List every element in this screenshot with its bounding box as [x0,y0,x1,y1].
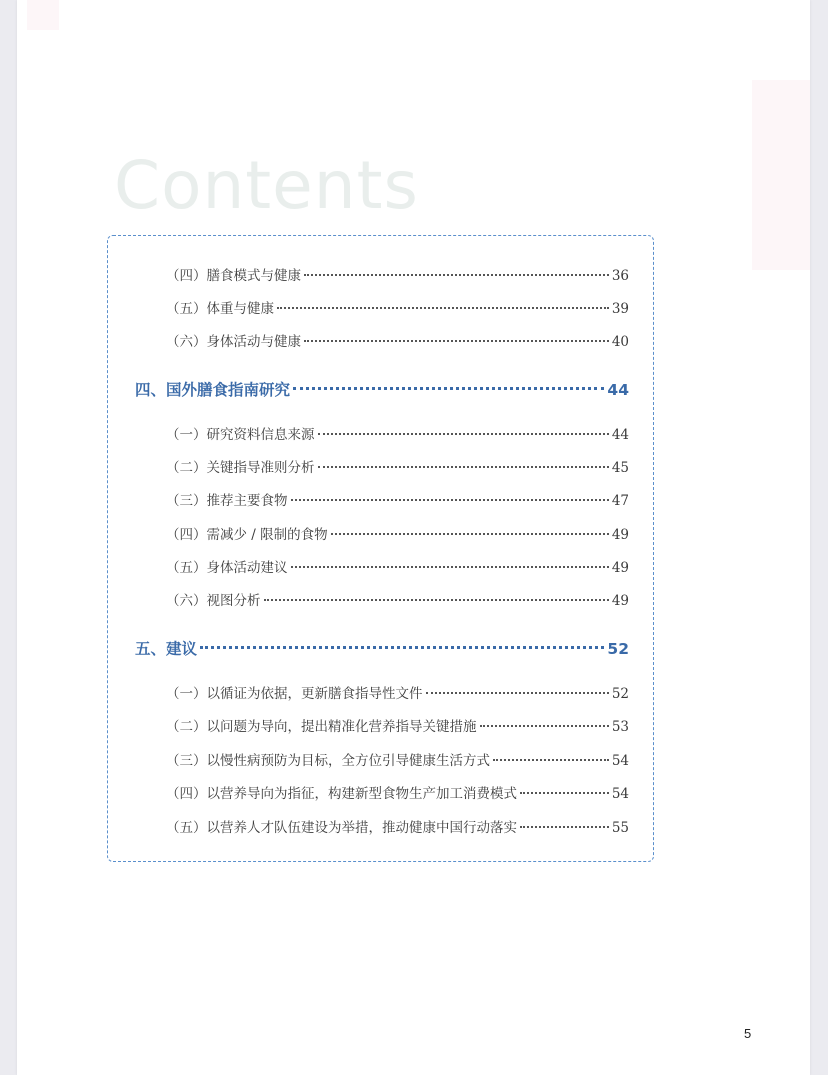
corner-decoration [27,0,59,30]
toc-section-page: 44 [607,381,629,399]
dot-leader [304,274,609,276]
toc-entry-page: 40 [611,334,629,350]
toc-entry-label: （三）推荐主要食物 [166,493,288,509]
toc-entry-page: 53 [611,719,629,735]
toc-entry[interactable] [166,264,629,284]
toc-entry-label: （一）研究资料信息来源 [166,427,315,443]
dot-leader [264,599,609,601]
toc-entry-page: 45 [611,460,629,476]
toc-entry-page: 49 [611,527,629,543]
toc-entry-page: 49 [611,560,629,576]
toc-entry-page: 39 [611,301,629,317]
toc-entry-label: （二）以问题为导向，提出精准化营养指导关键措施 [166,719,477,735]
dot-leader [520,826,609,828]
toc-entry-page: 52 [611,686,629,702]
toc-entry-label: （六）身体活动与健康 [166,334,301,350]
toc-section-label: 五、建议 [135,640,198,658]
toc-entry-label: （四）需减少 / 限制的食物 [166,527,328,543]
toc-entry[interactable] [166,330,629,350]
toc-entry-label: （四）膳食模式与健康 [166,268,301,284]
toc-entry-label: （二）关键指导准则分析 [166,460,315,476]
toc-entry-page: 44 [611,427,629,443]
toc-entry[interactable] [166,589,629,609]
toc-box [107,235,654,862]
toc-entry-page: 36 [611,268,629,284]
toc-entry-page: 49 [611,593,629,609]
toc-section[interactable] [135,378,629,400]
toc-entry[interactable] [166,682,629,702]
toc-entry-label: （五）以营养人才队伍建设为举措，推动健康中国行动落实 [166,820,517,836]
toc-entry[interactable] [166,749,629,769]
page-number: 5 [744,1026,752,1041]
toc-entry[interactable] [166,556,629,576]
toc-entry-label: （五）身体活动建议 [166,560,288,576]
dot-leader [480,725,609,727]
dot-leader [318,466,609,468]
toc-entry[interactable] [166,715,629,735]
page-title: Contents [114,147,419,224]
dot-leader [200,646,604,649]
dot-leader [426,692,609,694]
toc-entry-label: （六）视图分析 [166,593,261,609]
side-decoration [752,80,810,270]
dot-leader [304,340,609,342]
toc-entry-label: （五）体重与健康 [166,301,274,317]
toc-section-label: 四、国外膳食指南研究 [135,381,291,399]
toc-entry-page: 55 [611,820,629,836]
dot-leader [277,307,609,309]
toc-entry-page: 54 [611,753,629,769]
toc-entry[interactable] [166,816,629,836]
dot-leader [291,499,609,501]
document-page [17,0,810,1075]
toc-entry-label: （三）以慢性病预防为目标，全方位引导健康生活方式 [166,753,490,769]
toc-entry-label: （一）以循证为依据，更新膳食指导性文件 [166,686,423,702]
dot-leader [291,566,609,568]
dot-leader [493,759,609,761]
toc-entry[interactable] [166,782,629,802]
dot-leader [331,533,609,535]
dot-leader [318,433,609,435]
toc-entry[interactable] [166,489,629,509]
toc-entry[interactable] [166,297,629,317]
dot-leader [520,792,609,794]
toc-entry-page: 54 [611,786,629,802]
dot-leader [293,387,604,390]
toc-entry-label: （四）以营养导向为指征，构建新型食物生产加工消费模式 [166,786,517,802]
toc-entry[interactable] [166,523,629,543]
toc-section[interactable] [135,637,629,659]
toc-section-page: 52 [607,640,629,658]
toc-entry-page: 47 [611,493,629,509]
toc-entry[interactable] [166,456,629,476]
toc-entry[interactable] [166,423,629,443]
